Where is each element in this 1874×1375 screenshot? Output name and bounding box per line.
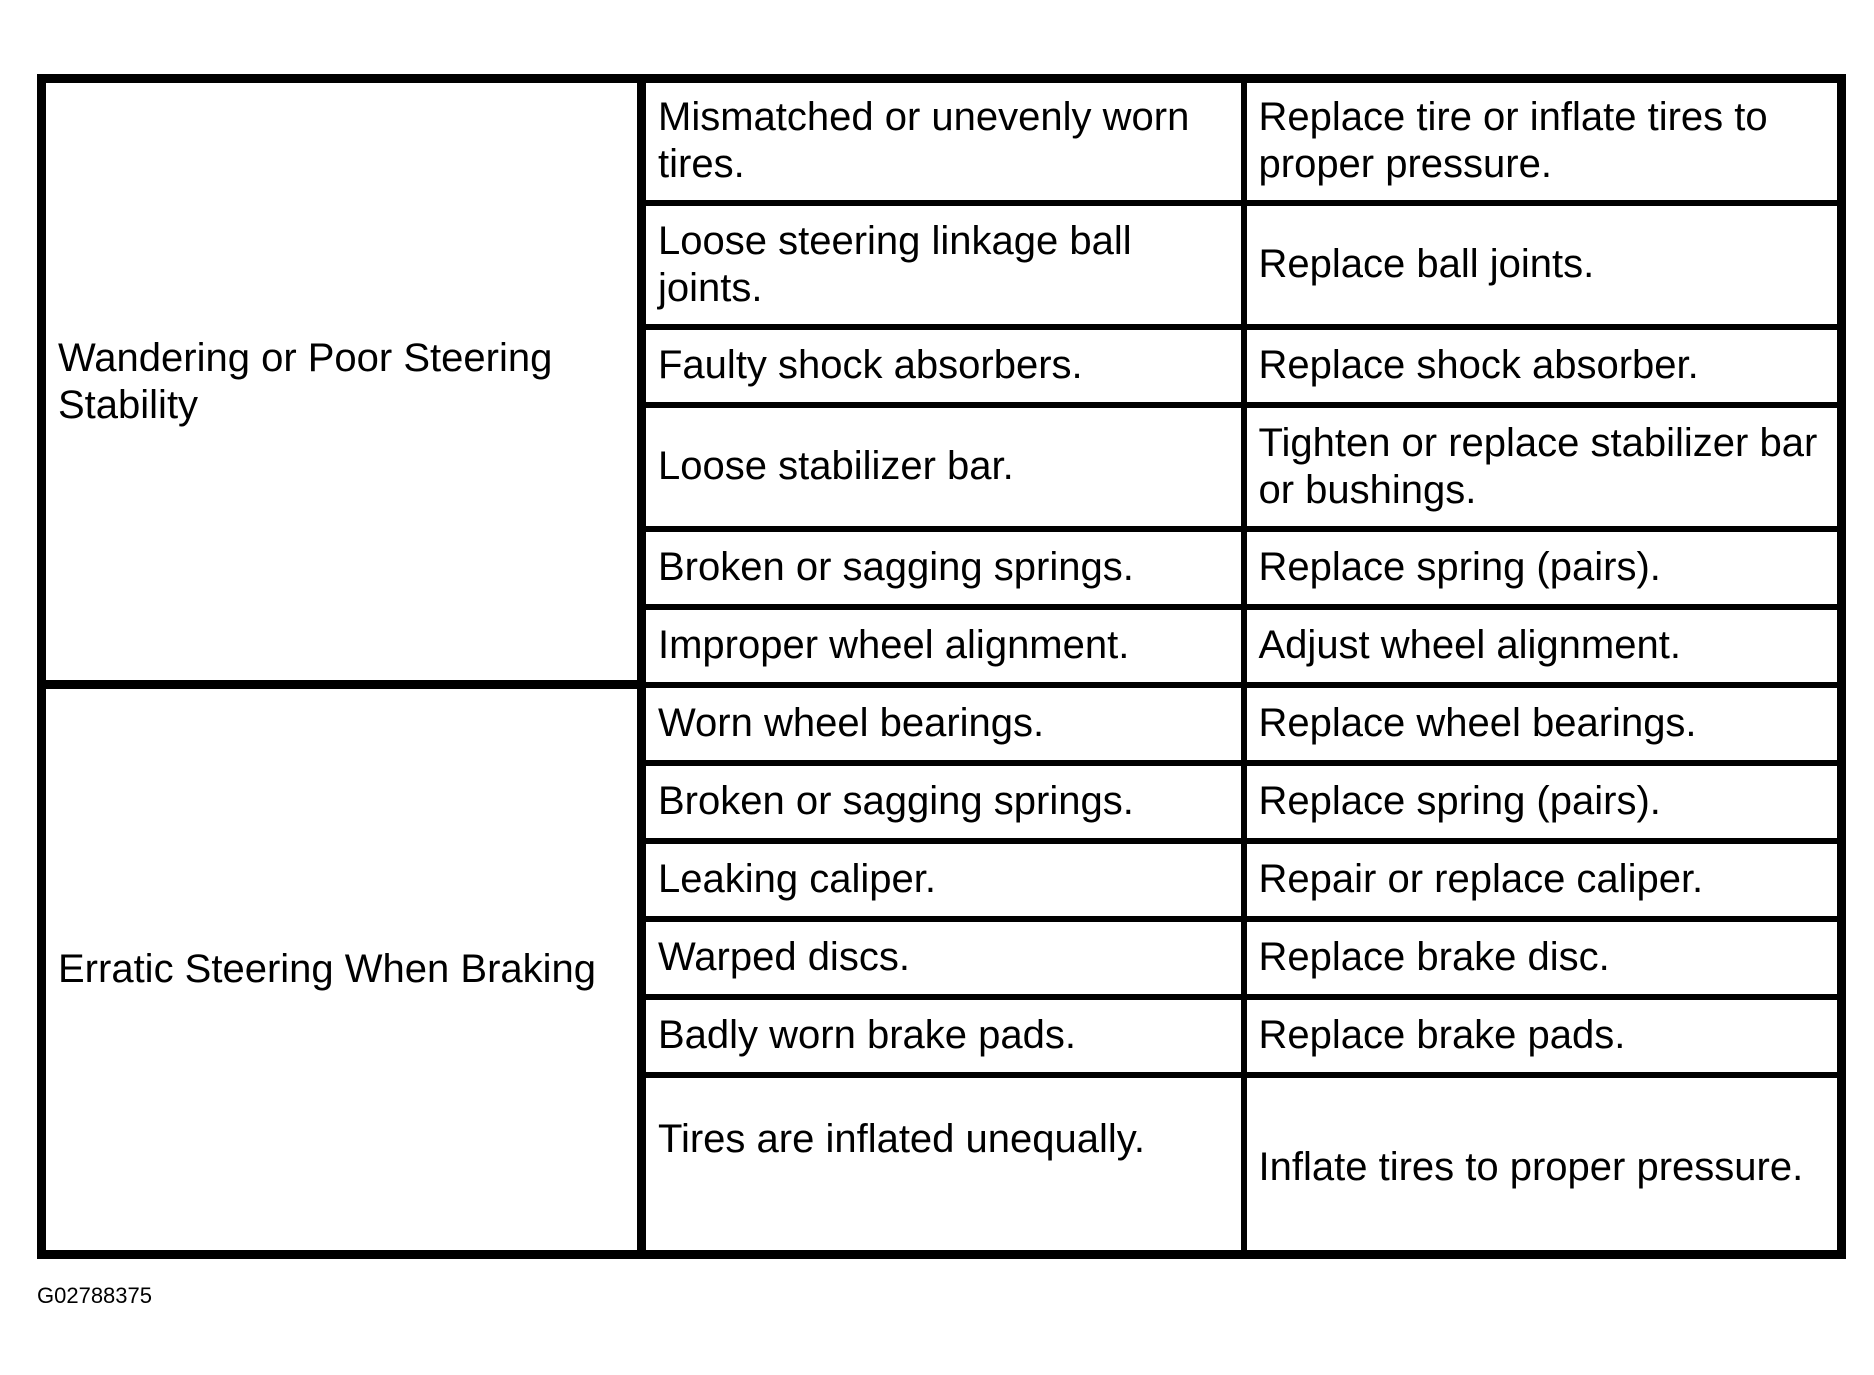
correction-cell: Replace spring (pairs). — [1244, 763, 1842, 841]
cause-cell: Worn wheel bearings. — [642, 685, 1244, 763]
correction-cell: Replace wheel bearings. — [1244, 685, 1842, 763]
correction-cell: Replace spring (pairs). — [1244, 529, 1842, 607]
cause-cell: Leaking caliper. — [642, 841, 1244, 919]
cause-cell: Loose steering linkage ball joints. — [642, 203, 1244, 327]
condition-cell: Wandering or Poor Steering Stability — [42, 79, 642, 685]
correction-cell: Tighten or replace stabilizer bar or bushings. — [1244, 405, 1842, 529]
condition-cell: Erratic Steering When Braking — [42, 685, 642, 1255]
correction-cell: Replace ball joints. — [1244, 203, 1842, 327]
cause-cell: Mismatched or unevenly worn tires. — [642, 79, 1244, 203]
correction-cell: Replace brake pads. — [1244, 997, 1842, 1075]
cause-cell: Loose stabilizer bar. — [642, 405, 1244, 529]
cause-cell: Badly worn brake pads. — [642, 997, 1244, 1075]
table-row — [42, 685, 1842, 763]
correction-cell: Replace shock absorber. — [1244, 327, 1842, 405]
cause-cell: Broken or sagging springs. — [642, 763, 1244, 841]
diagnosis-table — [37, 74, 1846, 1259]
correction-cell: Repair or replace caliper. — [1244, 841, 1842, 919]
correction-cell: Adjust wheel alignment. — [1244, 607, 1842, 685]
cause-cell: Warped discs. — [642, 919, 1244, 997]
cause-cell: Broken or sagging springs. — [642, 529, 1244, 607]
cause-cell: Improper wheel alignment. — [642, 607, 1244, 685]
cause-cell: Faulty shock absorbers. — [642, 327, 1244, 405]
cause-cell: Tires are inflated unequally. — [642, 1075, 1244, 1255]
correction-cell: Inflate tires to proper pressure. — [1244, 1075, 1842, 1255]
table-row — [42, 79, 1842, 203]
correction-cell: Replace tire or inflate tires to proper pressure. — [1244, 79, 1842, 203]
diagnosis-table-container — [37, 74, 1837, 1259]
figure-id: G02788375 — [37, 1283, 152, 1308]
correction-cell: Replace brake disc. — [1244, 919, 1842, 997]
